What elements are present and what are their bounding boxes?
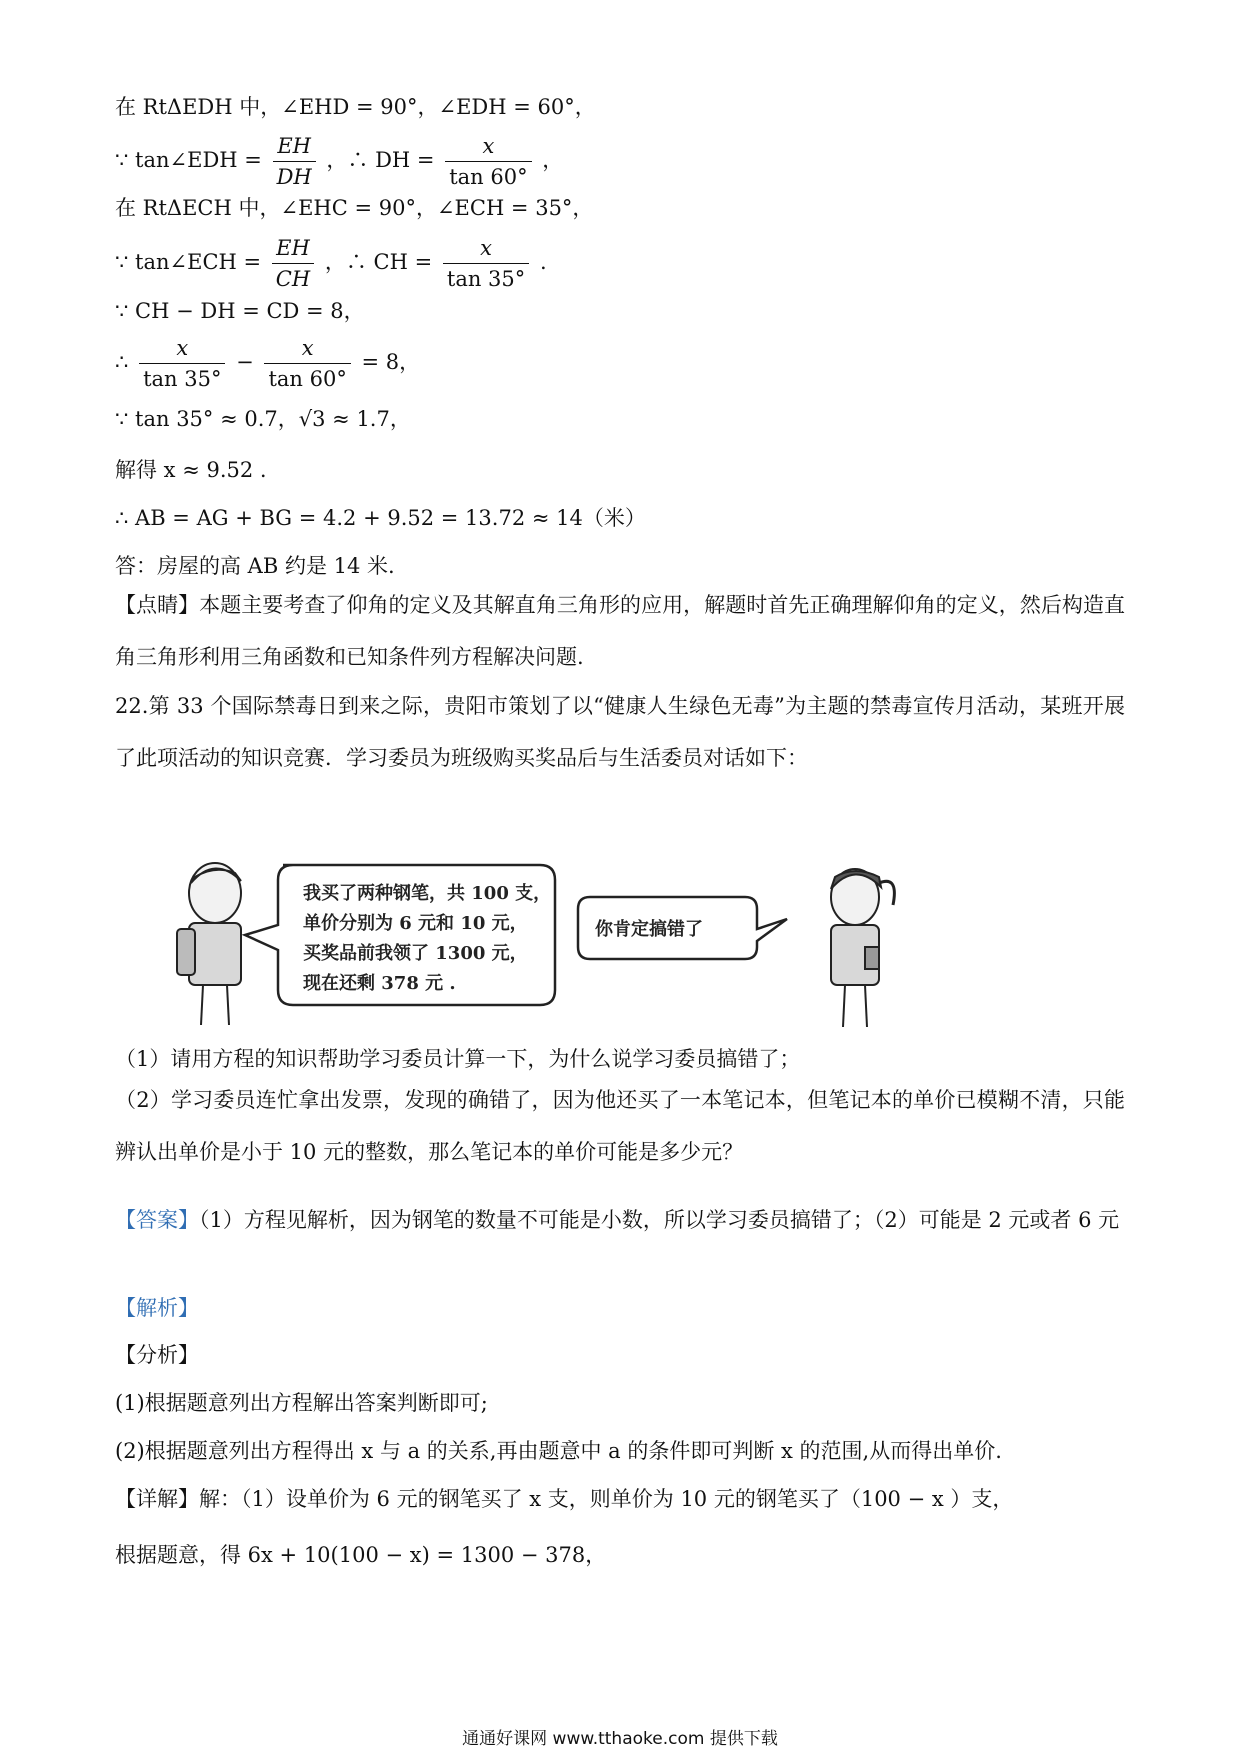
subquestion-2: （2）学习委员连忙拿出发票，发现的确错了，因为他还买了一本笔记本，但笔记本的单价已模糊不清，只能辨认出单价是小于 10 元的整数，那么笔记本的单价可能是多少元？ <box>115 1088 1125 1164</box>
fraction-denominator: CH <box>275 267 311 291</box>
analysis-line: (1)根据题意列出方程解出答案判断即可; <box>115 1391 488 1415</box>
text-line: 解得 x ≈ 9.52 . <box>115 458 267 482</box>
equation-text: ， <box>542 148 564 172</box>
fenxi-tag: 【分析】 <box>115 1343 199 1367</box>
analysis-line: (2)根据题意列出方程得出 x 与 a 的关系,再由题意中 a 的条件即可判断 x 的范围,从而得出单价. <box>115 1439 1002 1463</box>
equation-text: ∵ tan∠EDH = <box>115 148 262 172</box>
bubble-line: 我买了两种钢笔，共 100 支， <box>303 883 552 904</box>
equation-text: . <box>539 250 547 274</box>
girl-figure <box>831 869 894 1027</box>
answer-paragraph <box>115 1194 1125 1246</box>
fraction-numerator: x <box>445 131 531 162</box>
left-speech-bubble <box>245 865 555 1005</box>
text-line: ∴ AB = AG + BG = 4.2 + 9.52 = 13.72 ≈ 14（米） <box>115 506 646 530</box>
dialogue-illustration <box>175 855 1055 1030</box>
fraction-numerator: x <box>443 233 529 264</box>
boy-figure <box>177 863 241 1025</box>
fraction-denominator: tan 60° <box>449 165 528 189</box>
fraction <box>264 333 350 394</box>
answer-text: （1）方程见解析，因为钢笔的数量不可能是小数，所以学习委员搞错了；（2）可能是 2 元或者 6 元 <box>199 1208 1120 1232</box>
answer-tag: 【答案】 <box>115 1208 199 1232</box>
fraction-numerator: x <box>264 333 350 364</box>
equation-text: ∵ tan∠ECH = <box>115 250 262 274</box>
bubble-line: 买奖品前我领了 1300 元， <box>303 943 528 964</box>
text-line: ∵ tan 35° ≈ 0.7，√3 ≈ 1.7， <box>115 407 411 431</box>
fraction-numerator: EH <box>272 233 314 264</box>
equation-text: ∴ <box>115 350 129 374</box>
equation-line <box>115 130 563 192</box>
fraction <box>443 233 529 294</box>
fraction-numerator: x <box>139 333 225 364</box>
bubble-text: 你肯定搞错了 <box>595 919 703 940</box>
equation-line <box>115 332 420 394</box>
fraction-denominator: tan 35° <box>446 267 526 291</box>
fraction-denominator: tan 35° <box>143 367 222 391</box>
text-line: 在 RtΔEDH 中，∠EHD = 90°，∠EDH = 60°， <box>115 95 596 119</box>
text-line: 在 RtΔECH 中，∠EHC = 90°，∠ECH = 35°， <box>115 196 594 220</box>
fraction-denominator: DH <box>276 165 312 189</box>
fraction <box>272 233 314 294</box>
equation-line <box>115 232 547 294</box>
text-line: 答：房屋的高 AB 约是 14 米. <box>115 554 395 578</box>
solution-line: 根据题意，得 6x + 10(100 − x) = 1300 − 378， <box>115 1543 607 1567</box>
bubble-line: 单价分别为 6 元和 10 元， <box>303 913 528 934</box>
solution-line: 【详解】解：（1）设单价为 6 元的钢笔买了 x 支，则单价为 10 元的钢笔买了（100 − x ）支， <box>115 1487 1014 1511</box>
equation-text: ，∴ DH = <box>326 148 435 172</box>
question-22: 22.第 33 个国际禁毒日到来之际，贵阳市策划了以“健康人生绿色无毒”为主题的禁毒宣传月活动，某班开展了此项活动的知识竞赛．学习委员为班级购买奖品后与生活委员对话如下： <box>115 694 1125 770</box>
page-footer: 通通好课网 www.tthaoke.com 提供下载 <box>462 1729 778 1749</box>
fraction <box>445 131 531 192</box>
text-line: ∵ CH − DH = CD = 8， <box>115 299 365 323</box>
bubble-line: 现在还剩 378 元 . <box>303 973 456 994</box>
fraction-denominator: tan 60° <box>268 367 347 391</box>
equation-text: − <box>236 350 254 374</box>
fraction <box>273 131 316 192</box>
comment-paragraph: 【点睛】本题主要考查了仰角的定义及其解直角三角形的应用，解题时首先正确理解仰角的定义，然后构造直角三角形利用三角函数和已知条件列方程解决问题. <box>115 593 1125 669</box>
right-speech-bubble <box>578 897 787 959</box>
subquestion-1: （1）请用方程的知识帮助学习委员计算一下，为什么说学习委员搞错了； <box>115 1047 801 1071</box>
equation-text: = 8， <box>361 350 421 374</box>
analysis-tag: 【解析】 <box>115 1296 199 1320</box>
equation-text: ，∴ CH = <box>324 250 433 274</box>
fraction-numerator: EH <box>273 131 316 162</box>
fraction <box>139 333 225 394</box>
